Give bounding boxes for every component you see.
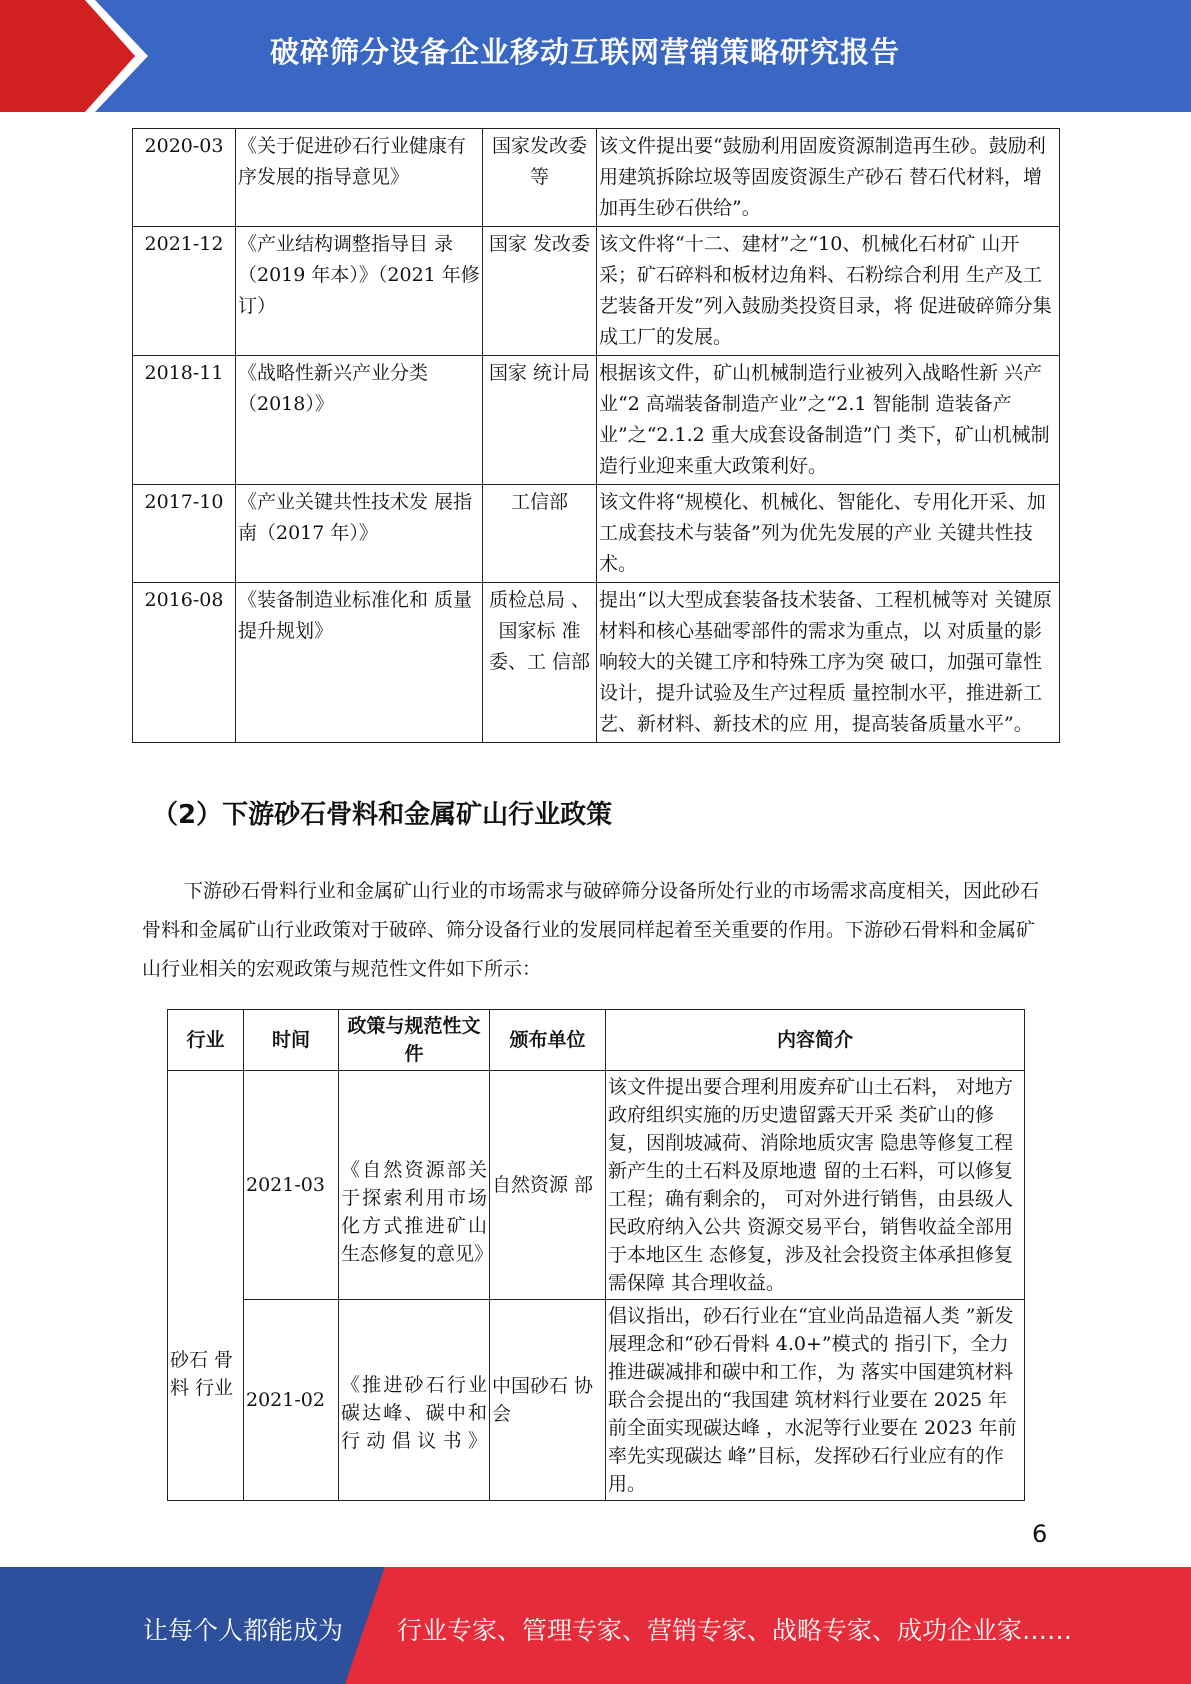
- section-heading: （2）下游砂石骨料和金属矿山行业政策: [152, 800, 613, 830]
- row-document: 《推进砂石行业碳达峰、碳中和行动倡议书》: [339, 1300, 490, 1501]
- row-title: 《战略性新兴产业分类（2018）》: [236, 356, 483, 485]
- table-row: [133, 356, 1060, 485]
- table-row: [168, 1071, 1025, 1300]
- row-content: 该文件将“规模化、机械化、智能化、专用化开采、加工成套技术与装备”列为优先发展的产业 关键共性技术。: [597, 485, 1060, 583]
- report-title: 破碎筛分设备企业移动互联网营销策略研究报告: [270, 35, 901, 69]
- table-row: [168, 1300, 1025, 1501]
- row-content: 提出“以大型成套装备技术装备、工程机械等对 关键原材料和核心基础零部件的需求为重点，以 对质量的影响较大的关键工序和特殊工序为突 破口，加强可靠性设计，提升试验及生产过程质 量控制水平，推进新工艺、新材料、新技术的应 用，提高装备质量水平”。: [597, 583, 1060, 743]
- row-department: 国家 统计局: [483, 356, 597, 485]
- header-industry: 行业: [168, 1010, 244, 1071]
- table-row: [133, 485, 1060, 583]
- row-department: 国家 发改委: [483, 227, 597, 356]
- table-header-row: [168, 1010, 1025, 1071]
- body-paragraph: 下游砂石骨料行业和金属矿山行业的市场需求与破碎筛分设备所处行业的市场需求高度相关，因此砂石骨料和金属矿山行业政策对于破碎、筛分设备行业的发展同样起着至关重要的作用。下游砂石骨料和金属矿山行业相关的宏观政策与规范性文件如下所示：: [142, 880, 1040, 980]
- row-date: 2017-10: [133, 485, 236, 583]
- row-issuer: 自然资源 部: [490, 1071, 606, 1300]
- row-date: 2016-08: [133, 583, 236, 743]
- policy-table: [132, 128, 1060, 743]
- page-number: 6: [1032, 1520, 1048, 1548]
- row-title: 《关于促进砂石行业健康有序发展的指导意见》: [236, 129, 483, 227]
- header-time: 时间: [244, 1010, 339, 1071]
- row-department: 质检总局 、国家标 准委、工 信部: [483, 583, 597, 743]
- row-department: 国家发改委等: [483, 129, 597, 227]
- industry-name: 砂石 骨料 行业: [168, 1071, 244, 1501]
- row-title: 《产业结构调整指导目 录（2019 年本）》（2021 年修订）: [236, 227, 483, 356]
- row-content: 该文件将“十二、建材”之“10、机械化石材矿 山开采；矿石碎料和板材边角料、石粉综合利用 生产及工艺装备开发”列入鼓励类投资目录，将 促进破碎筛分集成工厂的发展。: [597, 227, 1060, 356]
- row-date: 2020-03: [133, 129, 236, 227]
- header-document: 政策与规范性文件: [339, 1010, 490, 1071]
- footer-slogan-right: 行业专家、管理专家、营销专家、战略专家、成功企业家……: [397, 1616, 1073, 1645]
- table-row: [133, 129, 1060, 227]
- footer-slogan-left: 让每个人都能成为: [143, 1616, 344, 1645]
- row-content: 该文件提出要“鼓励利用固废资源制造再生砂。鼓励利用建筑拆除垃圾等固废资源生产砂石 替石代材料，增加再生砂石供给”。: [597, 129, 1060, 227]
- row-date: 2018-11: [133, 356, 236, 485]
- industry-policy-table: [167, 1009, 1025, 1501]
- row-title: 《产业关键共性技术发 展指南（2017 年）》: [236, 485, 483, 583]
- row-summary: 该文件提出要合理利用废弃矿山土石料， 对地方政府组织实施的历史遗留露天开采 类矿山的修复，因削坡减荷、消除地质灾害 隐患等修复工程新产生的土石料及原地遗 留的土石料，可以修复工程；确有剩余的， 可对外进行销售，由县级人民政府纳入公共 资源交易平台，销售收益全部用于本地区生 态修复，涉及社会投资主体承担修复需保障 其合理收益。: [606, 1071, 1025, 1300]
- row-time: 2021-03: [244, 1071, 339, 1300]
- header-red-chevron: [0, 0, 150, 112]
- row-summary: 倡议指出，砂石行业在“宜业尚品造福人类 ”新发展理念和“砂石骨料 4.0+”模式的 指引下，全力推进碳减排和碳中和工作，为 落实中国建筑材料联合会提出的“我国建 筑材料行业要在 2025 年前全面实现碳达峰 ，水泥等行业要在 2023 年前率先实现碳达 峰”目标，发挥砂石行业应有的作用。: [606, 1300, 1025, 1501]
- table-row: [133, 227, 1060, 356]
- row-title: 《装备制造业标准化和 质量提升规划》: [236, 583, 483, 743]
- header-issuer: 颁布单位: [490, 1010, 606, 1071]
- page-header: [0, 0, 1191, 112]
- header-summary: 内容简介: [606, 1010, 1025, 1071]
- row-document: 《自然资源部关于探索利用市场化方式推进矿山生态修复的意见》: [339, 1071, 490, 1300]
- row-content: 根据该文件，矿山机械制造行业被列入战略性新 兴产业“2 高端装备制造产业”之“2.1 智能制 造装备产业”之“2.1.2 重大成套设备制造”门 类下，矿山机械制造行业迎来重大政策利好。: [597, 356, 1060, 485]
- row-department: 工信部: [483, 485, 597, 583]
- row-date: 2021-12: [133, 227, 236, 356]
- row-issuer: 中国砂石 协会: [490, 1300, 606, 1501]
- row-time: 2021-02: [244, 1300, 339, 1501]
- table-row: [133, 583, 1060, 743]
